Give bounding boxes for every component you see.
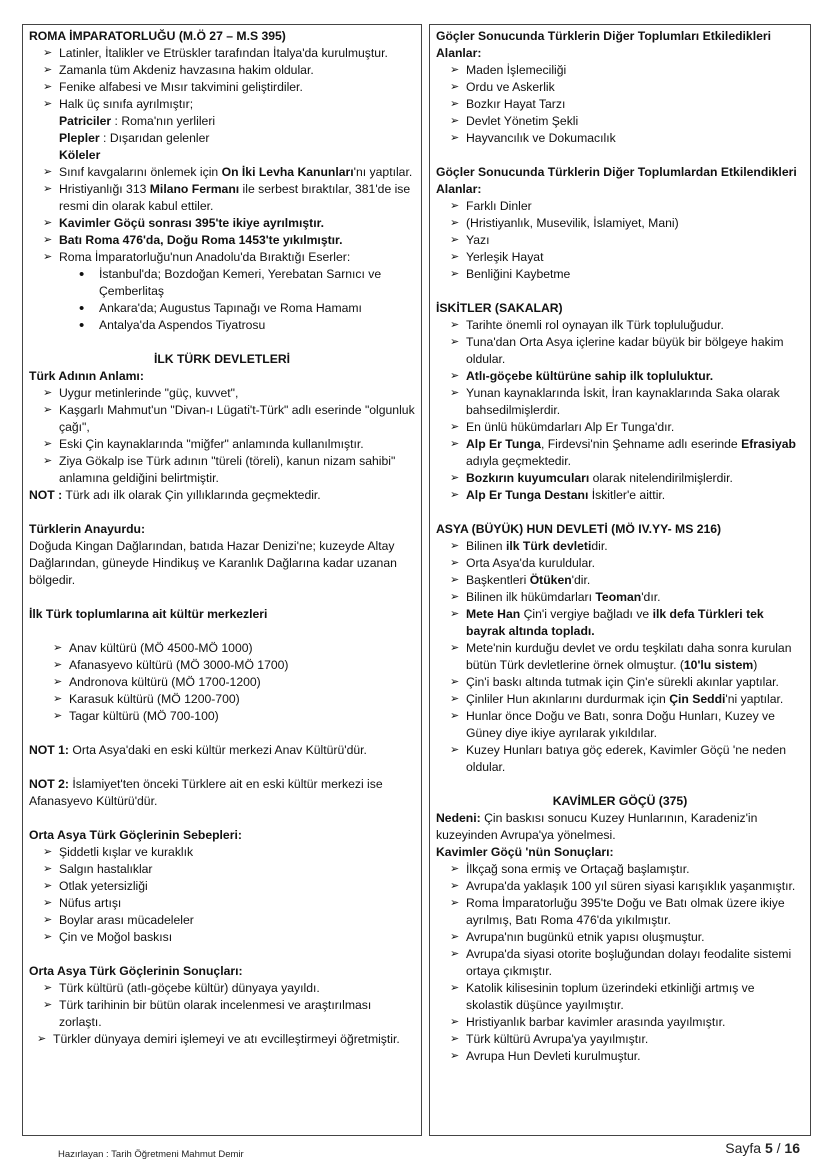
list-item: ➢ Salgın hastalıklar — [29, 861, 415, 878]
turk-adi-list — [29, 385, 415, 487]
list-item: ➢ Roma İmparatorluğu'nun Anadolu'da Bıraktığı Eserler: — [29, 249, 415, 266]
list-item: ➢ Roma İmparatorluğu 395'te Doğu ve Batı olmak üzere ikiye ayrılmış, Batı Roma 476'da yıkılmıştır. — [436, 895, 804, 929]
anayurt-text: Doğuda Kingan Dağlarından, batıda Hazar Denizi'ne; kuzeyde Altay Dağlarından, güneyde Hindikuş ve Karanlık Dağlarına kadar uzanan bölgedir. — [29, 539, 397, 587]
list-item: ➢ Tuna'dan Orta Asya içlerine kadar büyük bir bölgeye hakim oldular. — [436, 334, 804, 368]
sonuc-title: Orta Asya Türk Göçlerinin Sonuçları: — [29, 964, 243, 978]
list-item: ➢ Avrupa'da yaklaşık 100 yıl süren siyasi karışıklık yaşanmıştır. — [436, 878, 804, 895]
list-item: ➢ Boylar arası mücadeleler — [29, 912, 415, 929]
list-item: ➢ Afanasyevo kültürü (MÖ 3000-MÖ 1700) — [29, 657, 415, 674]
list-item: ➢ Alp Er Tunga Destanı İskitler'e aittir. — [436, 487, 804, 504]
list-item: ➢ Eski Çin kaynaklarında "miğfer" anlamında kullanılmıştır. — [29, 436, 415, 453]
list-item: ➢ Mete Han Çin'i vergiye bağladı ve ilk defa Türkleri tek bayrak altında topladı. — [436, 606, 804, 640]
turk-adi-title: Türk Adının Anlamı: — [29, 369, 144, 383]
list-item: ➢ Yazı — [436, 232, 804, 249]
list-item: ➢ Avrupa Hun Devleti kurulmuştur. — [436, 1048, 804, 1065]
list-item: ➢ Yerleşik Hayat — [436, 249, 804, 266]
list-item: ➢ Andronova kültürü (MÖ 1700-1200) — [29, 674, 415, 691]
list-item: ➢ Zamanla tüm Akdeniz havzasına hakim oldular. — [29, 62, 415, 79]
list-item: ➢ Kaşgarlı Mahmut'un "Divan-ı Lügati't-Türk" adlı eserinde "olgunluk çağı", — [29, 402, 415, 436]
hun-title: ASYA (BÜYÜK) HUN DEVLETİ (MÖ IV.YY- MS 216) — [436, 522, 722, 536]
list-item: • Antalya'da Aspendos Tiyatrosu — [29, 317, 415, 334]
kultur-list — [29, 640, 415, 725]
list-item: ➢ Sınıf kavgalarını önlemek için On İki Levha Kanunları'nı yaptılar. — [29, 164, 415, 181]
list-item: ➢ Latinler, İtalikler ve Etrüskler tarafından İtalya'da kurulmuştur. — [29, 45, 415, 62]
list-item: ➢ Benliğini Kaybetme — [436, 266, 804, 283]
list-item: ➢ Bilinen ilk hükümdarları Teoman'dır. — [436, 589, 804, 606]
anayurt-title: Türklerin Anayurdu: — [29, 522, 146, 536]
list-item: ➢ Başkentleri Ötüken'dir. — [436, 572, 804, 589]
list-item: ➢ En ünlü hükümdarları Alp Er Tunga'dır. — [436, 419, 804, 436]
list-item: ➢ Hayvancılık ve Dokumacılık — [436, 130, 804, 147]
kavim-neden: Nedeni: Çin baskısı sonucu Kuzey Hunlarının, Karadeniz'in kuzeyinden Avrupa'ya yönelmesi. — [436, 811, 758, 842]
kavim-title: KAVİMLER GÖÇÜ (375) — [552, 794, 688, 808]
kultur-title: İlk Türk toplumlarına ait kültür merkezleri — [29, 607, 268, 621]
list-item: ➢ (Hristiyanlık, Musevilik, İslamiyet, Mani) — [436, 215, 804, 232]
list-item: ➢ Avrupa'da siyasi otorite boşluğundan dolayı feodalite sistemi ortaya çıkmıştır. — [436, 946, 804, 980]
footer-author: Hazırlayan : Tarih Öğretmeni Mahmut Demir — [58, 1149, 244, 1160]
list-item: ➢ Türkler dünyaya demiri işlemeyi ve atı evcilleştirmeyi öğretmiştir. — [23, 1031, 415, 1048]
sonuc-list — [29, 980, 415, 1031]
etkilendikleri-title: Göçler Sonucunda Türklerin Diğer Toplumlardan Etkilendikleri Alanlar: — [436, 165, 797, 196]
list-item: ➢ Batı Roma 476'da, Doğu Roma 1453'te yıkılmıştır. — [29, 232, 415, 249]
list-item: ➢ Çin'i baskı altında tutmak için Çin'e sürekli akınlar yaptılar. — [436, 674, 804, 691]
etkiledikleri-list — [436, 62, 804, 147]
kavim-sonuc-title: Kavimler Göçü 'nün Sonuçları: — [436, 845, 614, 859]
list-item: ➢ Tarihte önemli rol oynayan ilk Türk topluluğudur. — [436, 317, 804, 334]
list-item: ➢ Alp Er Tunga, Firdevsi'nin Şehname adlı eserinde Efrasiyab adıyla geçmektedir. — [436, 436, 804, 470]
sonuc-list-last — [23, 1031, 415, 1048]
list-item: ➢ Anav kültürü (MÖ 4500-MÖ 1000) — [29, 640, 415, 657]
list-item: ➢ Yunan kaynaklarında İskit, İran kaynaklarında Saka olarak bahsedilmişlerdir. — [436, 385, 804, 419]
list-item: ➢ Tagar kültürü (MÖ 700-100) — [29, 708, 415, 725]
hun-list — [436, 538, 804, 776]
list-item: ➢ Orta Asya'da kuruldular. — [436, 555, 804, 572]
list-item: ➢ Türk kültürü (atlı-göçebe kültür) dünyaya yayıldı. — [29, 980, 415, 997]
list-item: • Ankara'da; Augustus Tapınağı ve Roma Hamamı — [29, 300, 415, 317]
list-item: ➢ Hristiyanlık barbar kavimler arasında yayılmıştır. — [436, 1014, 804, 1031]
list-item: ➢ Karasuk kültürü (MÖ 1200-700) — [29, 691, 415, 708]
list-item: ➢ Kavimler Göçü sonrası 395'te ikiye ayrılmıştır. — [29, 215, 415, 232]
right-column — [429, 24, 811, 1136]
list-item: ➢ Türk tarihinin bir bütün olarak incelenmesi ve araştırılması zorlaştı. — [29, 997, 415, 1031]
etkilendikleri-list — [436, 198, 804, 283]
list-item: ➢ Şiddetli kışlar ve kuraklık — [29, 844, 415, 861]
ilk-turk-title: İLK TÜRK DEVLETLERİ — [153, 352, 291, 366]
list-item: ➢ Farklı Dinler — [436, 198, 804, 215]
sebep-list — [29, 844, 415, 946]
sebep-title: Orta Asya Türk Göçlerinin Sebepleri: — [29, 828, 242, 842]
list-item: ➢ Mete'nin kurduğu devlet ve ordu teşkilatı daha sonra kurulan bütün Türk devletlerine örnek olmuştur. (10'lu sistem) — [436, 640, 804, 674]
turk-adi-note: NOT : Türk adı ilk olarak Çin yıllıklarında geçmektedir. — [29, 488, 321, 502]
list-item: ➢ Avrupa'nın bugünkü etnik yapısı oluşmuştur. — [436, 929, 804, 946]
roma-title: ROMA İMPARATORLUĞU (M.Ö 27 – M.S 395) — [29, 29, 286, 43]
list-item: ➢ Çinliler Hun akınlarını durdurmak için Çin Seddi'ni yaptılar. — [436, 691, 804, 708]
etkiledikleri-title: Göçler Sonucunda Türklerin Diğer Toplumları Etkiledikleri Alanlar: — [436, 29, 772, 60]
list-item: ➢ Uygur metinlerinde "güç, kuvvet", — [29, 385, 415, 402]
iskit-title: İSKİTLER (SAKALAR) — [436, 301, 563, 315]
list-item: ➢ Hristiyanlığı 313 Milano Fermanı ile serbest bıraktılar, 381'de ise resmi din olarak kabul ettiler. — [29, 181, 415, 215]
list-item: ➢ Nüfus artışı — [29, 895, 415, 912]
list-item: ➢ Ordu ve Askerlik — [436, 79, 804, 96]
roma-eserler-list — [29, 266, 415, 334]
list-item: ➢ Fenike alfabesi ve Mısır takvimini geliştirdiler. — [29, 79, 415, 96]
list-item: ➢ Atlı-göçebe kültürüne sahip ilk topluluktur. — [436, 368, 804, 385]
list-item: ➢ Kuzey Hunları batıya göç ederek, Kavimler Göçü 'ne neden oldular. — [436, 742, 804, 776]
list-item: ➢ Bozkırın kuyumcuları olarak nitelendirilmişlerdir. — [436, 470, 804, 487]
list-item: ➢ Bozkır Hayat Tarzı — [436, 96, 804, 113]
kultur-note-1: NOT 1: Orta Asya'daki en eski kültür merkezi Anav Kültürü'dür. — [29, 743, 367, 757]
list-item: ➢ Bilinen ilk Türk devletidir. — [436, 538, 804, 555]
left-column — [22, 24, 422, 1136]
list-item: ➢ Hunlar önce Doğu ve Batı, sonra Doğu Hunları, Kuzey ve Güney diye ikiye ayrılarak yıkıldılar. — [436, 708, 804, 742]
list-item: ➢ Maden İşlemeciliği — [436, 62, 804, 79]
iskit-list — [436, 317, 804, 504]
roma-list — [29, 45, 415, 266]
list-item: ➢ Türk kültürü Avrupa'ya yayılmıştır. — [436, 1031, 804, 1048]
kavim-list — [436, 861, 804, 1065]
list-item: ➢ Halk üç sınıfa ayrılmıştır; Patriciler : Roma'nın yerlileri Plepler : Dışarıdan gelenler Köleler — [29, 96, 415, 164]
list-item: ➢ Ziya Gökalp ise Türk adının "türeli (töreli), kanun nizam sahibi" anlamına geldiğini belirtmiştir. — [29, 453, 415, 487]
list-item: ➢ Devlet Yönetim Şekli — [436, 113, 804, 130]
list-item: ➢ İlkçağ sona ermiş ve Ortaçağ başlamıştır. — [436, 861, 804, 878]
page-number: Sayfa 5 / 16 — [725, 1140, 800, 1156]
list-item: ➢ Katolik kilisesinin toplum üzerindeki etkinliği artmış ve skolastik düşünce yayılmıştır. — [436, 980, 804, 1014]
list-item: ➢ Otlak yetersizliği — [29, 878, 415, 895]
list-item: • İstanbul'da; Bozdoğan Kemeri, Yerebatan Sarnıcı ve Çemberlitaş — [29, 266, 415, 300]
kultur-note-2: NOT 2: İslamiyet'ten önceki Türklere ait en eski kültür merkezi ise Afanasyevo Kültürü'dür. — [29, 777, 383, 808]
list-item: ➢ Çin ve Moğol baskısı — [29, 929, 415, 946]
